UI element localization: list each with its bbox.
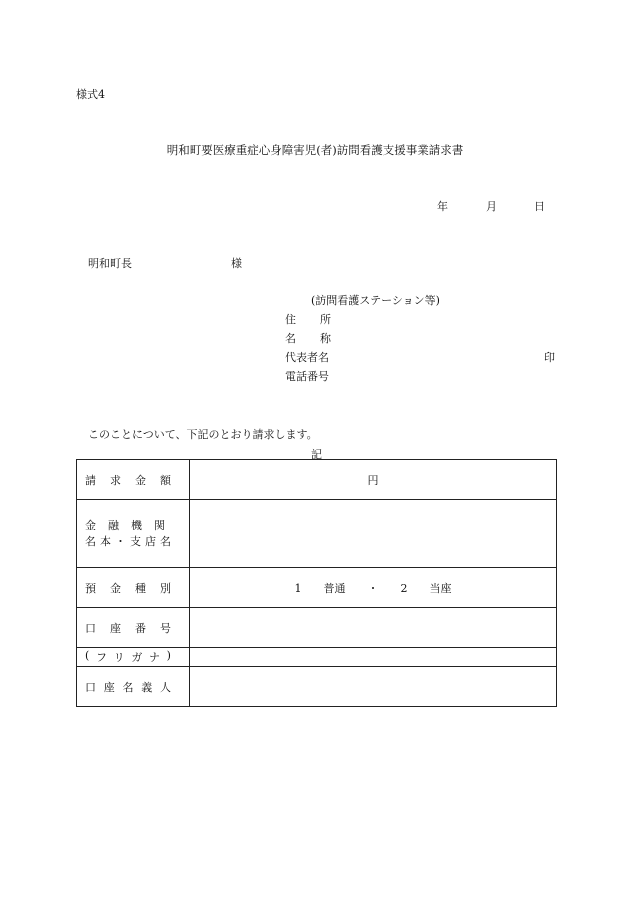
addressee-honorific: 様 — [231, 257, 242, 270]
document-title: 明和町要医療重症心身障害児(者)訪問看護支援事業請求書 — [166, 143, 464, 157]
form-number: 様式4 — [76, 88, 105, 101]
amount-value: 円 — [190, 460, 557, 500]
sender-address-label: 住 所 — [285, 313, 331, 326]
deposit-type-label: 預 金 種 別 — [77, 568, 190, 608]
sender-phone-label: 電話番号 — [285, 370, 329, 383]
date-year-label: 年 — [437, 200, 448, 213]
furigana-label: ( フ リ ガ ナ ) — [77, 648, 190, 667]
seal-mark: 印 — [544, 351, 555, 364]
sender-note: (訪問看護ステーション等) — [311, 294, 440, 307]
bank-label: 金 融 機 関 名 本 ・ 支 店 名 — [77, 500, 190, 568]
date-day-label: 日 — [534, 200, 545, 213]
account-number-value — [190, 608, 557, 648]
furigana-value — [190, 648, 557, 667]
amount-label: 請 求 金 額 — [77, 460, 190, 500]
bank-value — [190, 500, 557, 568]
account-number-label: 口 座 番 号 — [77, 608, 190, 648]
body-text: このことについて、下記のとおり請求します。 — [88, 428, 318, 441]
sender-representative-label: 代表者名 — [285, 351, 329, 364]
date-month-label: 月 — [486, 200, 497, 213]
request-table — [76, 459, 557, 707]
account-holder-label: 口 座 名 義 人 — [77, 667, 190, 707]
addressee-name: 明和町長 — [88, 257, 132, 270]
sender-name-label: 名 称 — [285, 332, 331, 345]
ki-heading: 記 — [311, 448, 322, 461]
deposit-type-options: 1 普通 ・ 2 当座 — [190, 568, 557, 608]
account-holder-value — [190, 667, 557, 707]
